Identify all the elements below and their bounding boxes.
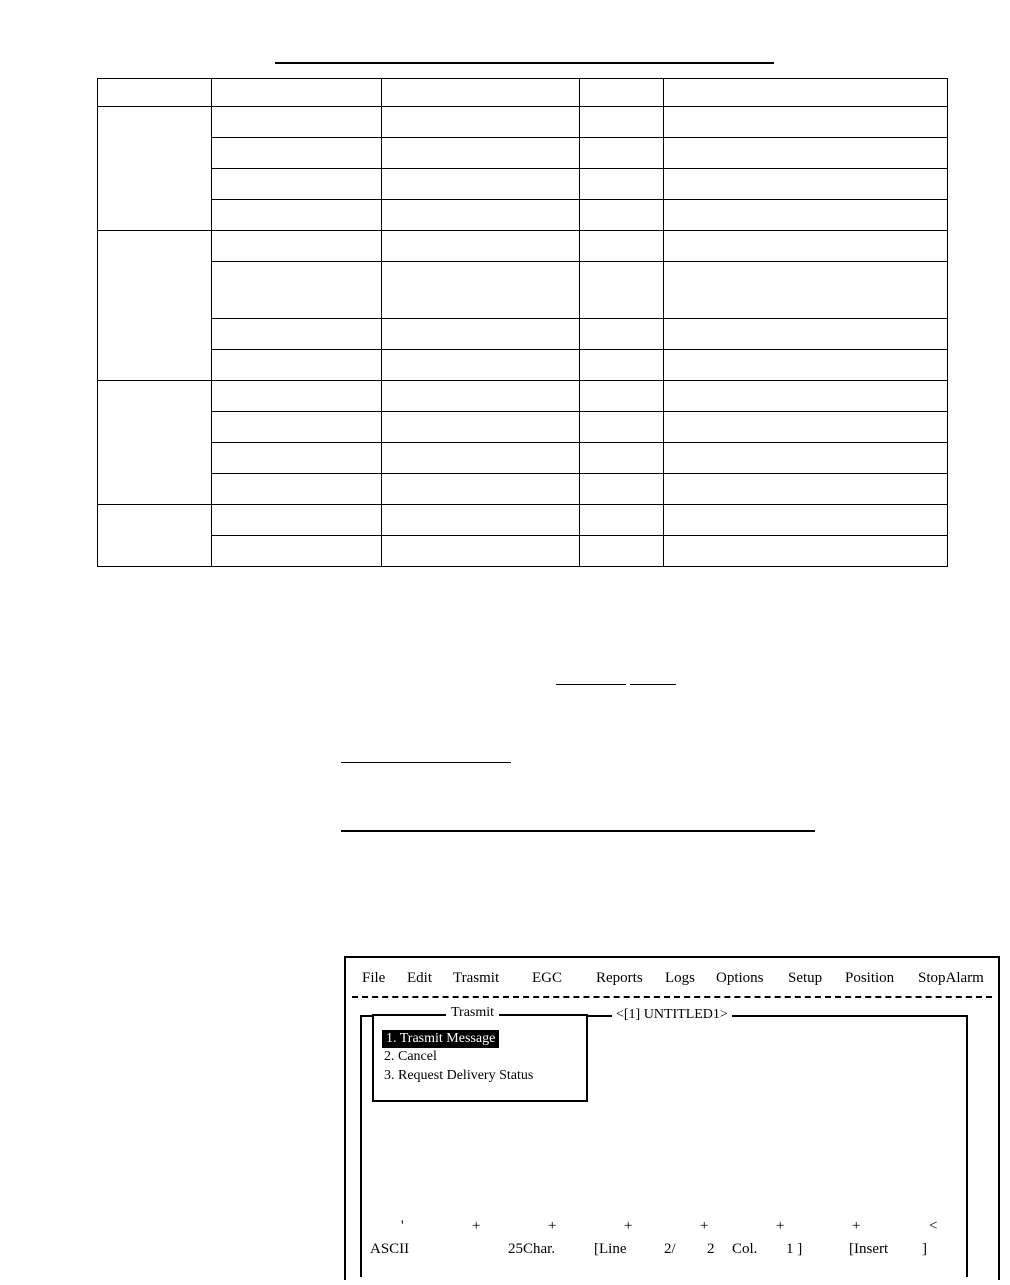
ruler-mark: + <box>472 1218 481 1234</box>
status-close: ] <box>922 1241 927 1257</box>
table-row <box>98 231 948 262</box>
menu-edit[interactable]: Edit <box>407 970 432 986</box>
table-row <box>98 474 948 505</box>
underline-mark <box>630 684 676 685</box>
table-row <box>98 536 948 567</box>
ruler-mark: + <box>852 1218 861 1234</box>
ruler-mark: < <box>929 1218 938 1234</box>
menu-transmit[interactable]: Trasmit <box>453 970 500 986</box>
table-row <box>98 169 948 200</box>
menu-item-request-delivery-status[interactable]: 3. Request Delivery Status <box>384 1068 534 1083</box>
spec-table <box>97 78 948 567</box>
table-row <box>98 138 948 169</box>
document-title: <[1] UNTITLED1> <box>612 1007 732 1023</box>
table-header-row <box>98 79 948 107</box>
status-line-total: 2 <box>707 1241 715 1257</box>
menu-setup[interactable]: Setup <box>788 970 823 986</box>
status-chars: 25Char. <box>508 1241 556 1257</box>
table-row <box>98 443 948 474</box>
status-col-value: 1 ] <box>786 1241 803 1257</box>
underline-mark <box>341 762 511 763</box>
table-row <box>98 107 948 138</box>
status-col-label: Col. <box>732 1241 758 1257</box>
table-row <box>98 381 948 412</box>
menu-file[interactable]: File <box>362 970 386 986</box>
transmit-menu <box>372 1005 588 1102</box>
table-row <box>98 319 948 350</box>
table-row <box>98 505 948 536</box>
menu-bar <box>346 968 998 990</box>
menu-stopalarm[interactable]: StopAlarm <box>918 970 984 986</box>
ruler-mark: ' <box>401 1218 404 1234</box>
terminal-screen <box>344 956 1000 1280</box>
table-row <box>98 200 948 231</box>
menu-item-cancel[interactable]: 2. Cancel <box>384 1049 437 1064</box>
table-row <box>98 262 948 319</box>
status-line-open: [Line <box>594 1241 627 1257</box>
ruler-mark: + <box>700 1218 709 1234</box>
ruler-mark: + <box>776 1218 785 1234</box>
ruler-mark: + <box>548 1218 557 1234</box>
status-mode: ASCII <box>370 1241 410 1257</box>
table-row <box>98 412 948 443</box>
ruler-mark: + <box>624 1218 633 1234</box>
menu-egc[interactable]: EGC <box>532 970 562 986</box>
transmit-menu-title: Trasmit <box>446 1005 499 1021</box>
underline-mark <box>556 684 626 685</box>
menu-options[interactable]: Options <box>716 970 764 986</box>
menu-logs[interactable]: Logs <box>665 970 695 986</box>
menu-item-transmit-message[interactable]: 1. Trasmit Message <box>382 1030 499 1048</box>
menu-position[interactable]: Position <box>845 970 895 986</box>
status-line-num: 2/ <box>664 1241 676 1257</box>
status-insert: [Insert <box>849 1241 889 1257</box>
table-row <box>98 350 948 381</box>
title-underline <box>275 62 774 64</box>
menu-divider <box>352 996 992 998</box>
menu-reports[interactable]: Reports <box>596 970 643 986</box>
underline-mark <box>341 830 815 832</box>
